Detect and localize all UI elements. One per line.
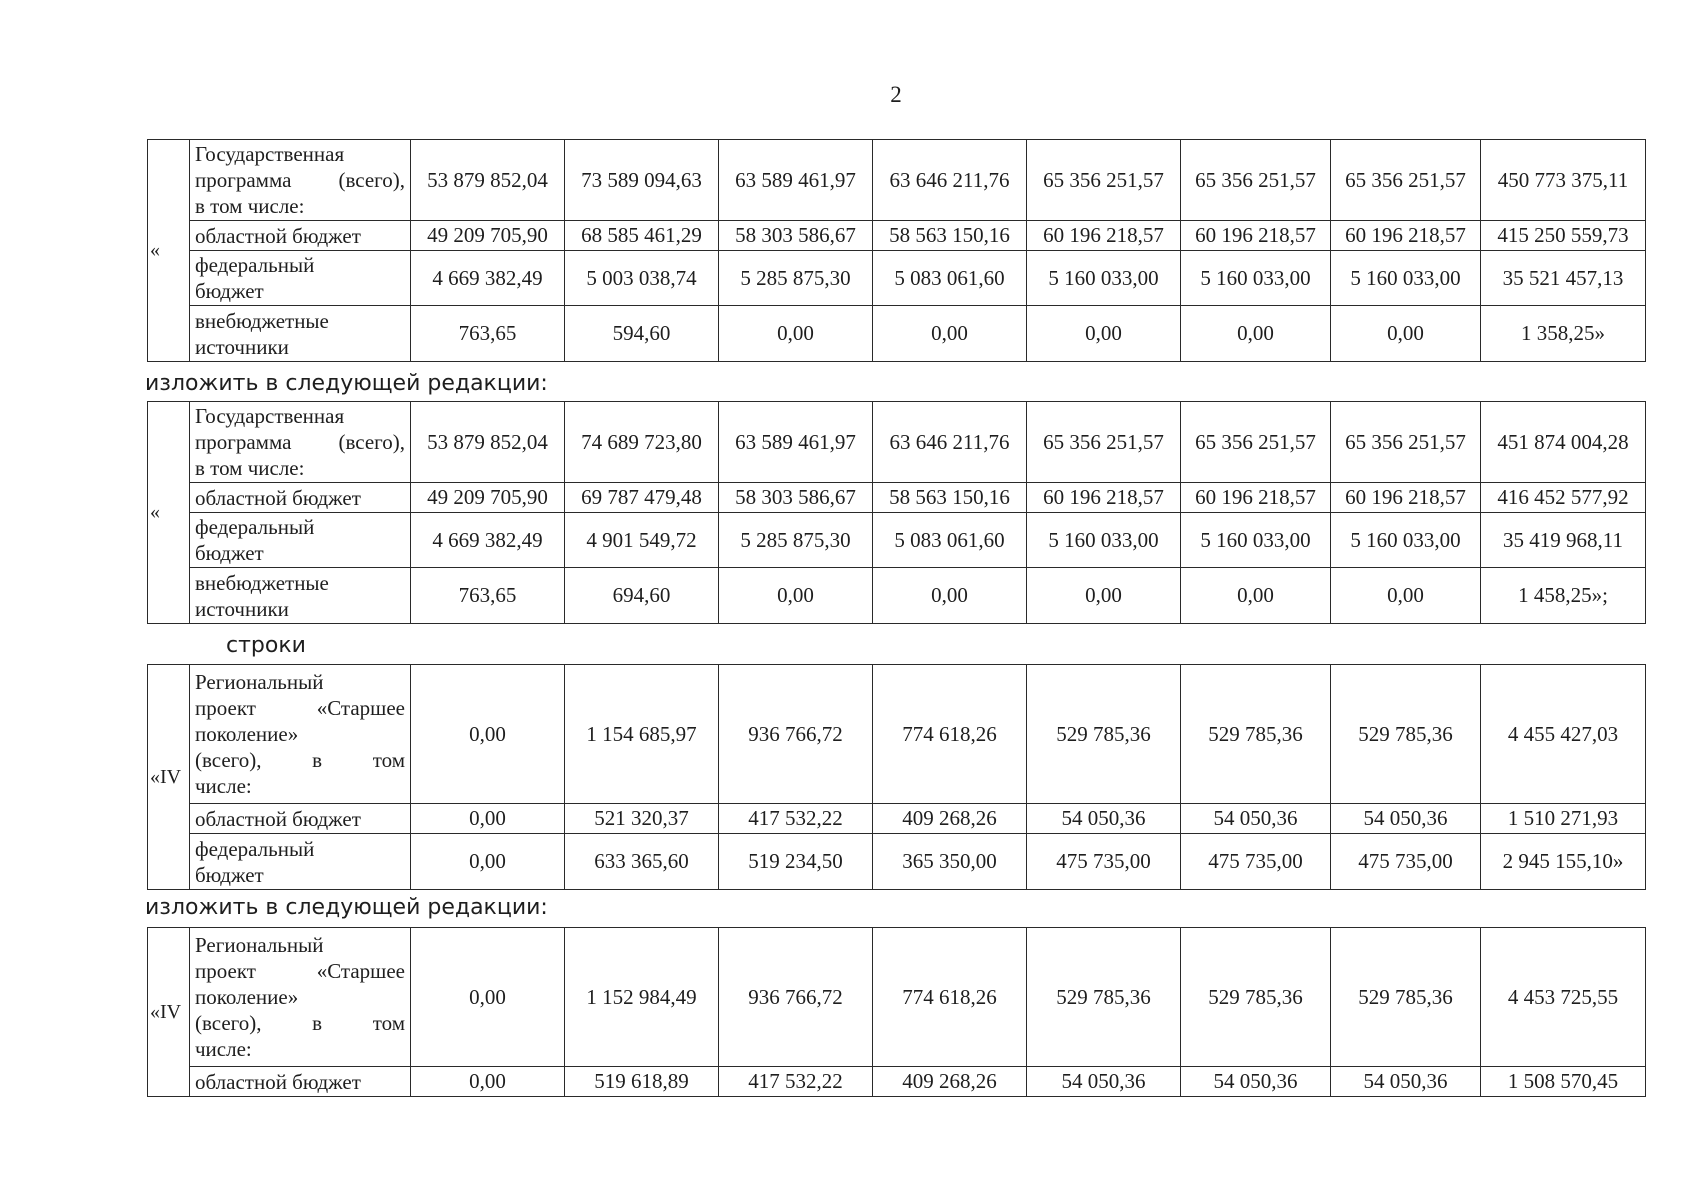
value-cell: 1 510 271,93 <box>1481 804 1646 834</box>
value-cell: 5 160 033,00 <box>1027 251 1181 306</box>
value-cell: 65 356 251,57 <box>1027 402 1181 483</box>
row-label <box>190 251 411 306</box>
value-cell: 5 083 061,60 <box>873 251 1027 306</box>
row-label-line: областной бюджет <box>195 485 361 510</box>
budget-table-old-regional-project <box>147 664 1646 890</box>
value-cell: 0,00 <box>411 804 565 834</box>
value-cell: 529 785,36 <box>1331 665 1481 804</box>
row-label <box>190 1067 411 1097</box>
value-cell: 529 785,36 <box>1181 928 1331 1067</box>
value-cell: 63 646 211,76 <box>873 402 1027 483</box>
value-cell: 936 766,72 <box>719 928 873 1067</box>
table-row <box>148 221 1646 251</box>
value-cell: 5 160 033,00 <box>1331 251 1481 306</box>
value-cell: 5 160 033,00 <box>1181 251 1331 306</box>
value-cell: 65 356 251,57 <box>1181 402 1331 483</box>
table-row <box>148 834 1646 890</box>
row-label <box>190 306 411 362</box>
value-cell: 417 532,22 <box>719 1067 873 1097</box>
row-label-line: проект «Старшее <box>195 696 405 720</box>
value-cell: 54 050,36 <box>1181 804 1331 834</box>
value-cell: 2 945 155,10» <box>1481 834 1646 890</box>
row-label-line: Государственная <box>195 142 345 166</box>
row-label-line: в том числе: <box>195 456 305 480</box>
value-cell: 5 160 033,00 <box>1331 513 1481 568</box>
value-cell: 774 618,26 <box>873 928 1027 1067</box>
value-cell: 4 669 382,49 <box>411 513 565 568</box>
value-cell: 1 154 685,97 <box>565 665 719 804</box>
row-label-line: программа (всего), <box>195 168 405 192</box>
value-cell: 475 735,00 <box>1181 834 1331 890</box>
value-cell: 0,00 <box>1027 568 1181 624</box>
row-marker: «IV <box>148 665 190 890</box>
value-cell: 519 618,89 <box>565 1067 719 1097</box>
value-cell: 365 350,00 <box>873 834 1027 890</box>
value-cell: 0,00 <box>411 1067 565 1097</box>
table-row <box>148 568 1646 624</box>
row-label-line: поколение» <box>195 722 299 746</box>
row-label-line: (всего), в том <box>195 748 405 772</box>
value-cell: 936 766,72 <box>719 665 873 804</box>
value-cell: 475 735,00 <box>1027 834 1181 890</box>
value-cell: 409 268,26 <box>873 804 1027 834</box>
table-row <box>148 402 1646 483</box>
row-label-line: в том числе: <box>195 194 305 218</box>
value-cell: 73 589 094,63 <box>565 140 719 221</box>
table-row <box>148 804 1646 834</box>
row-label-line: федеральный <box>195 515 315 539</box>
value-cell: 475 735,00 <box>1331 834 1481 890</box>
value-cell: 417 532,22 <box>719 804 873 834</box>
value-cell: 409 268,26 <box>873 1067 1027 1097</box>
value-cell: 58 563 150,16 <box>873 483 1027 513</box>
value-cell: 0,00 <box>873 568 1027 624</box>
value-cell: 63 646 211,76 <box>873 140 1027 221</box>
value-cell: 60 196 218,57 <box>1027 221 1181 251</box>
table-row <box>148 928 1646 1067</box>
value-cell: 54 050,36 <box>1181 1067 1331 1097</box>
value-cell: 58 303 586,67 <box>719 483 873 513</box>
row-label-line: бюджет <box>195 862 264 887</box>
value-cell: 54 050,36 <box>1331 804 1481 834</box>
table-row <box>148 483 1646 513</box>
value-cell: 49 209 705,90 <box>411 221 565 251</box>
caption-new-edition-2: изложить в следующей редакции: <box>145 895 548 920</box>
row-label-line: проект «Старшее <box>195 959 405 983</box>
table-row <box>148 140 1646 221</box>
value-cell: 451 874 004,28 <box>1481 402 1646 483</box>
row-label <box>190 928 411 1067</box>
value-cell: 53 879 852,04 <box>411 402 565 483</box>
value-cell: 65 356 251,57 <box>1027 140 1181 221</box>
value-cell: 65 356 251,57 <box>1331 402 1481 483</box>
value-cell: 4 901 549,72 <box>565 513 719 568</box>
value-cell: 35 419 968,11 <box>1481 513 1646 568</box>
budget-table-old-state-program <box>147 139 1646 362</box>
value-cell: 521 320,37 <box>565 804 719 834</box>
value-cell: 1 508 570,45 <box>1481 1067 1646 1097</box>
row-label-line: областной бюджет <box>195 1069 361 1094</box>
value-cell: 60 196 218,57 <box>1331 221 1481 251</box>
value-cell: 0,00 <box>411 928 565 1067</box>
table-row <box>148 665 1646 804</box>
value-cell: 60 196 218,57 <box>1181 483 1331 513</box>
value-cell: 529 785,36 <box>1181 665 1331 804</box>
row-label-line: федеральный <box>195 836 315 861</box>
value-cell: 633 365,60 <box>565 834 719 890</box>
value-cell: 60 196 218,57 <box>1331 483 1481 513</box>
value-cell: 450 773 375,11 <box>1481 140 1646 221</box>
row-marker: «IV <box>148 928 190 1097</box>
value-cell: 4 669 382,49 <box>411 251 565 306</box>
row-label-line: источники <box>195 334 289 359</box>
row-label-line: источники <box>195 596 289 621</box>
value-cell: 529 785,36 <box>1331 928 1481 1067</box>
row-label <box>190 483 411 513</box>
value-cell: 0,00 <box>719 306 873 362</box>
row-label-line: внебюджетные <box>195 570 329 595</box>
row-label-line: числе: <box>195 774 252 798</box>
value-cell: 54 050,36 <box>1027 804 1181 834</box>
row-label-line: бюджет <box>195 279 264 303</box>
row-label-line: поколение» <box>195 985 299 1009</box>
row-label <box>190 834 411 890</box>
value-cell: 54 050,36 <box>1027 1067 1181 1097</box>
value-cell: 4 453 725,55 <box>1481 928 1646 1067</box>
value-cell: 774 618,26 <box>873 665 1027 804</box>
caption-new-edition: изложить в следующей редакции: <box>145 371 548 396</box>
value-cell: 1 358,25» <box>1481 306 1646 362</box>
value-cell: 4 455 427,03 <box>1481 665 1646 804</box>
value-cell: 74 689 723,80 <box>565 402 719 483</box>
value-cell: 0,00 <box>411 834 565 890</box>
row-label-line: внебюджетные <box>195 308 329 333</box>
row-label <box>190 804 411 834</box>
value-cell: 0,00 <box>719 568 873 624</box>
caption-rows: строки <box>226 633 306 658</box>
value-cell: 54 050,36 <box>1331 1067 1481 1097</box>
value-cell: 0,00 <box>1331 568 1481 624</box>
value-cell: 0,00 <box>1331 306 1481 362</box>
value-cell: 0,00 <box>1181 568 1331 624</box>
value-cell: 5 160 033,00 <box>1027 513 1181 568</box>
value-cell: 35 521 457,13 <box>1481 251 1646 306</box>
value-cell: 594,60 <box>565 306 719 362</box>
value-cell: 60 196 218,57 <box>1027 483 1181 513</box>
value-cell: 65 356 251,57 <box>1331 140 1481 221</box>
row-label-line: Региональный <box>195 933 324 957</box>
row-label <box>190 402 411 483</box>
value-cell: 763,65 <box>411 568 565 624</box>
value-cell: 1 458,25»; <box>1481 568 1646 624</box>
row-label-line: Государственная <box>195 404 345 428</box>
value-cell: 0,00 <box>1181 306 1331 362</box>
value-cell: 5 285 875,30 <box>719 513 873 568</box>
table-row <box>148 1067 1646 1097</box>
table-row <box>148 513 1646 568</box>
row-label-line: программа (всего), <box>195 430 405 454</box>
value-cell: 60 196 218,57 <box>1181 221 1331 251</box>
value-cell: 1 152 984,49 <box>565 928 719 1067</box>
row-marker: « <box>148 402 190 624</box>
value-cell: 5 083 061,60 <box>873 513 1027 568</box>
value-cell: 519 234,50 <box>719 834 873 890</box>
value-cell: 763,65 <box>411 306 565 362</box>
value-cell: 49 209 705,90 <box>411 483 565 513</box>
row-label <box>190 513 411 568</box>
value-cell: 63 589 461,97 <box>719 140 873 221</box>
budget-table-new-state-program <box>147 401 1646 624</box>
value-cell: 65 356 251,57 <box>1181 140 1331 221</box>
value-cell: 529 785,36 <box>1027 665 1181 804</box>
value-cell: 0,00 <box>1027 306 1181 362</box>
row-label <box>190 568 411 624</box>
row-label <box>190 665 411 804</box>
row-label <box>190 140 411 221</box>
value-cell: 58 563 150,16 <box>873 221 1027 251</box>
value-cell: 529 785,36 <box>1027 928 1181 1067</box>
row-label <box>190 221 411 251</box>
value-cell: 0,00 <box>411 665 565 804</box>
value-cell: 694,60 <box>565 568 719 624</box>
value-cell: 415 250 559,73 <box>1481 221 1646 251</box>
table-row <box>148 306 1646 362</box>
value-cell: 5 160 033,00 <box>1181 513 1331 568</box>
page-number: 2 <box>890 82 902 107</box>
row-label-line: областной бюджет <box>195 806 361 831</box>
row-label-line: Региональный <box>195 670 324 694</box>
value-cell: 0,00 <box>873 306 1027 362</box>
value-cell: 53 879 852,04 <box>411 140 565 221</box>
row-label-line: областной бюджет <box>195 223 361 248</box>
value-cell: 5 285 875,30 <box>719 251 873 306</box>
table-row <box>148 251 1646 306</box>
value-cell: 58 303 586,67 <box>719 221 873 251</box>
value-cell: 5 003 038,74 <box>565 251 719 306</box>
value-cell: 63 589 461,97 <box>719 402 873 483</box>
value-cell: 68 585 461,29 <box>565 221 719 251</box>
row-marker: « <box>148 140 190 362</box>
row-label-line: (всего), в том <box>195 1011 405 1035</box>
value-cell: 416 452 577,92 <box>1481 483 1646 513</box>
row-label-line: федеральный <box>195 253 315 277</box>
row-label-line: числе: <box>195 1037 252 1061</box>
value-cell: 69 787 479,48 <box>565 483 719 513</box>
budget-table-new-regional-project <box>147 927 1646 1097</box>
row-label-line: бюджет <box>195 541 264 565</box>
